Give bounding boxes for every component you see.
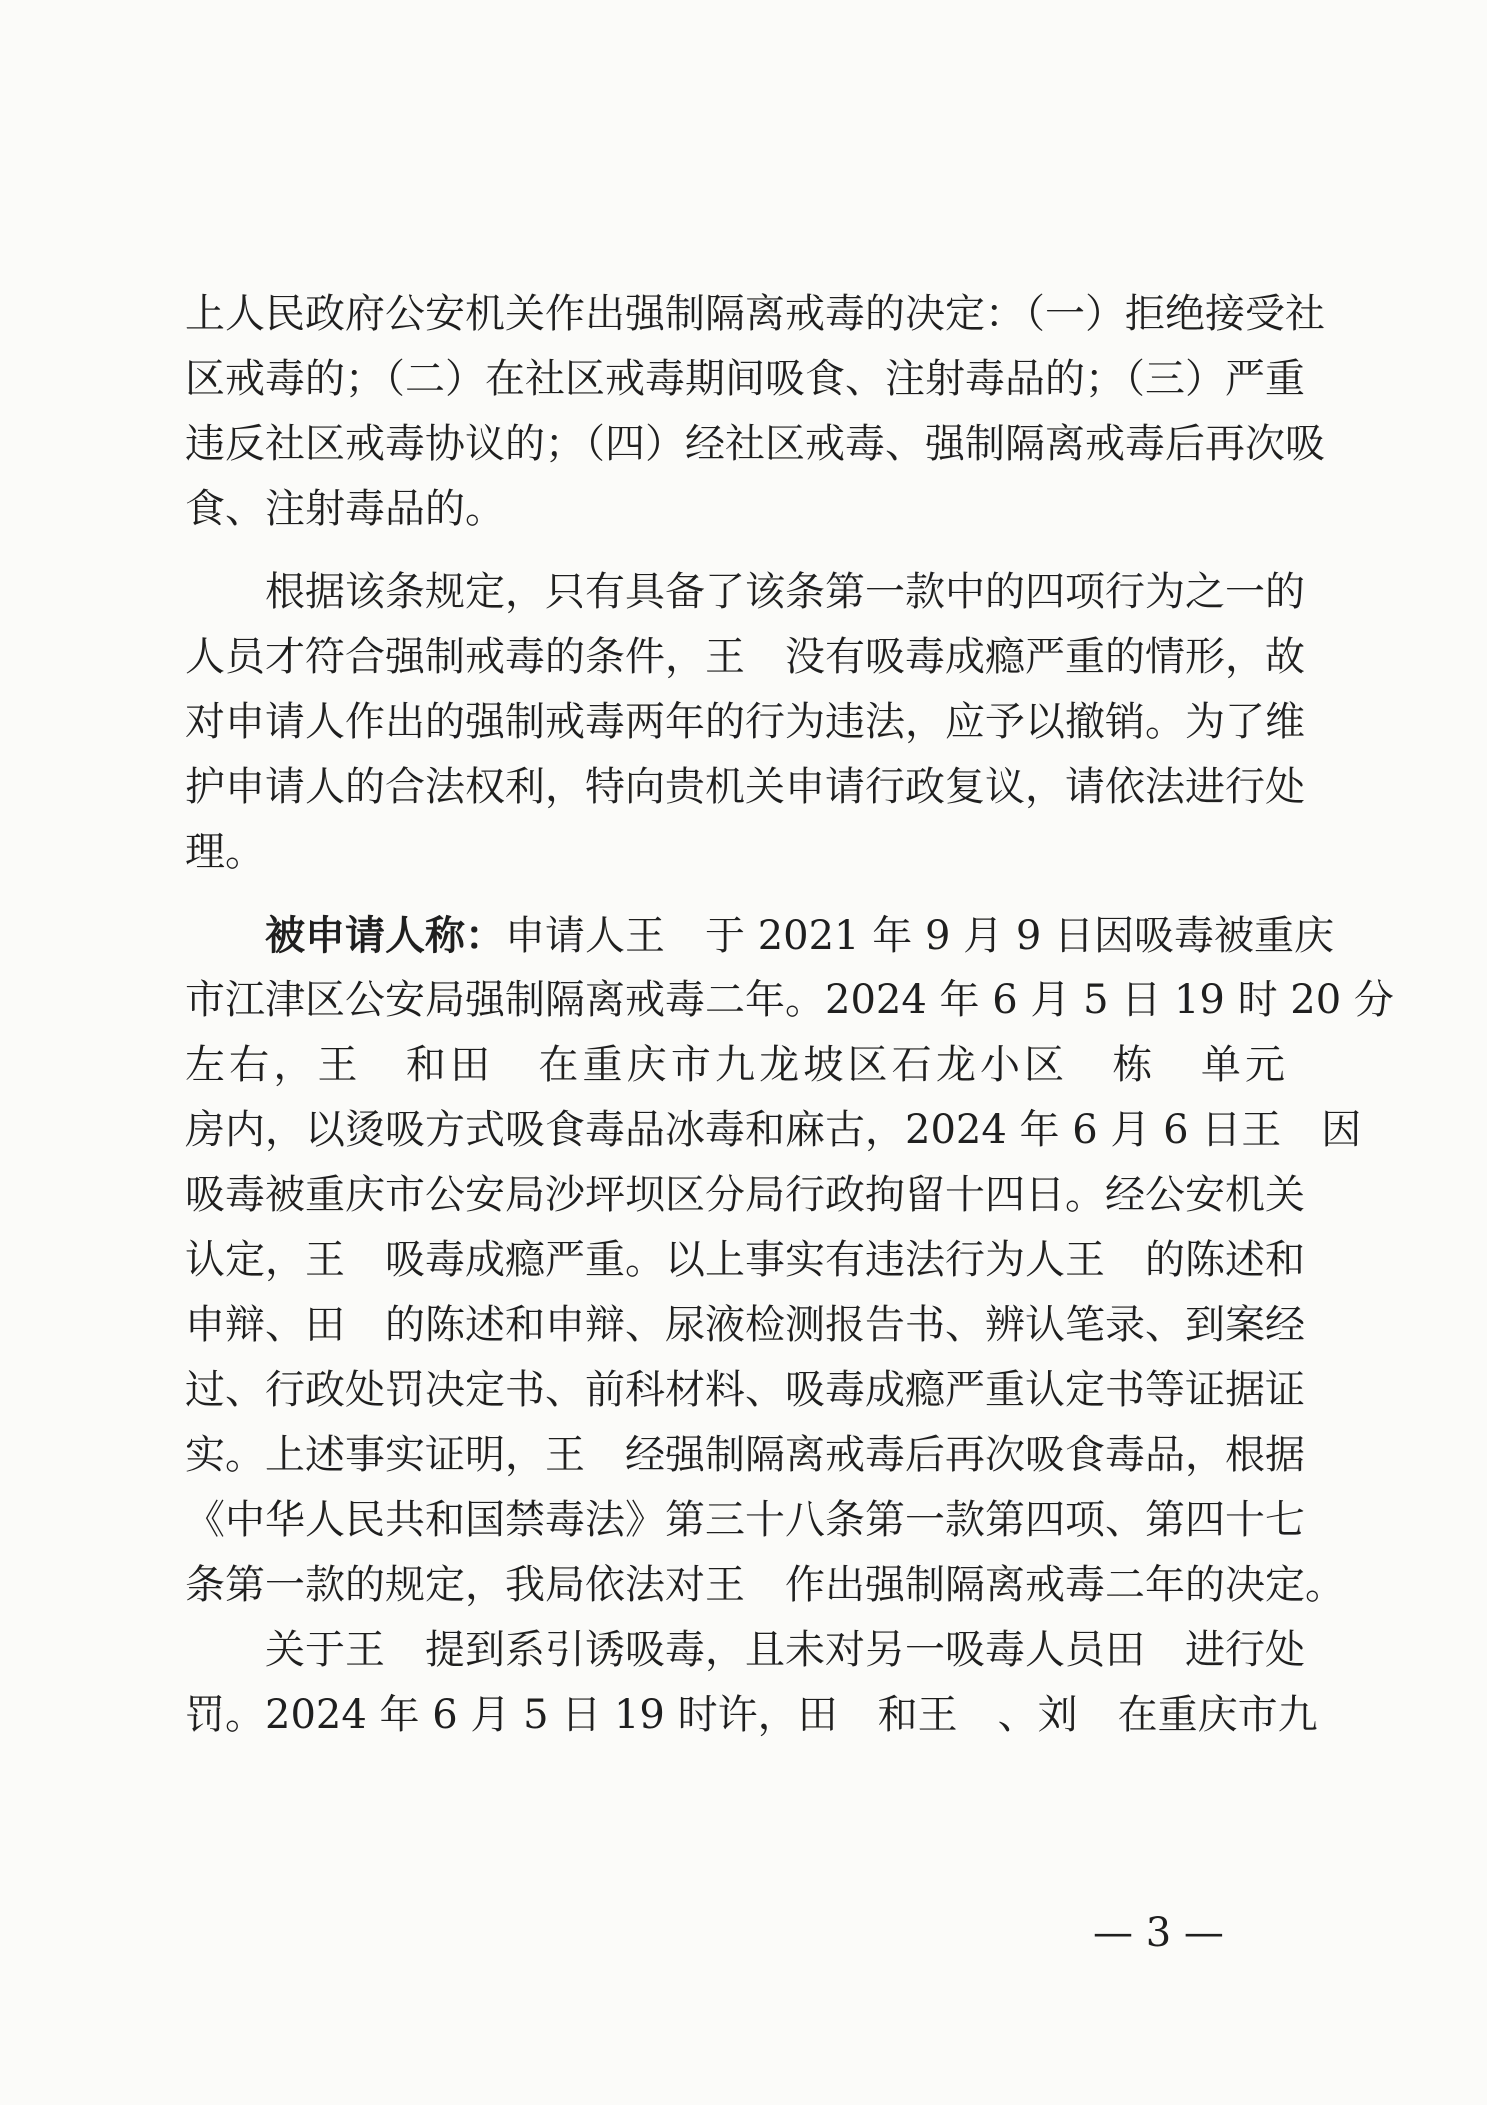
text-line: 区戒毒的；（二）在社区戒毒期间吸食、注射毒品的；（三）严重 <box>185 356 1305 402</box>
respondent-lead: 被申请人称： <box>265 912 505 959</box>
text-line <box>185 903 1334 968</box>
page-number: — 3 — <box>1093 1910 1224 1956</box>
text-line: 左右，王 和田 在重庆市九龙坡区石龙小区 栋 单元 <box>185 1042 1285 1088</box>
text-line: 房内，以烫吸方式吸食毒品冰毒和麻古，2024 年 6 月 6 日王 因 <box>185 1107 1362 1153</box>
text-line: 市江津区公安局强制隔离戒毒二年。2024 年 6 月 5 日 19 时 20 分 <box>185 977 1394 1023</box>
text-line: 认定，王 吸毒成瘾严重。以上事实有违法行为人王 的陈述和 <box>185 1237 1305 1283</box>
text-line: 食、注射毒品的。 <box>185 486 505 532</box>
text-line: 上人民政府公安机关作出强制隔离戒毒的决定：（一）拒绝接受社 <box>185 291 1325 337</box>
document-body <box>185 282 1394 1748</box>
text-line: 《中华人民共和国禁毒法》第三十八条第一款第四项、第四十七 <box>185 1497 1305 1543</box>
text-line: 人员才符合强制戒毒的条件，王 没有吸毒成瘾严重的情形，故 <box>185 634 1305 680</box>
text-line: 护申请人的合法权利，特向贵机关申请行政复议，请依法进行处 <box>185 764 1305 810</box>
text-line: 过、行政处罚决定书、前科材料、吸毒成瘾严重认定书等证据证 <box>185 1367 1305 1413</box>
text-line: 关于王 提到系引诱吸毒，且未对另一吸毒人员田 进行处 <box>185 1627 1305 1673</box>
text-line: 条第一款的规定，我局依法对王 作出强制隔离戒毒二年的决定。 <box>185 1562 1345 1608</box>
text-line: 对申请人作出的强制戒毒两年的行为违法，应予以撤销。为了维 <box>185 699 1305 745</box>
text-line: 申辩、田 的陈述和申辩、尿液检测报告书、辨认笔录、到案经 <box>185 1302 1305 1348</box>
text-line: 根据该条规定，只有具备了该条第一款中的四项行为之一的 <box>185 569 1305 615</box>
text-line: 实。上述事实证明，王 经强制隔离戒毒后再次吸食毒品，根据 <box>185 1432 1305 1478</box>
text-line: 吸毒被重庆市公安局沙坪坝区分局行政拘留十四日。经公安机关 <box>185 1172 1305 1218</box>
text-segment: 申请人王 于 2021 年 9 月 9 日因吸毒被重庆 <box>505 913 1334 959</box>
text-line: 理。 <box>185 829 265 875</box>
text-line: 罚。2024 年 6 月 5 日 19 时许，田 和王 、刘 在重庆市九 <box>185 1692 1318 1738</box>
text-line: 违反社区戒毒协议的；（四）经社区戒毒、强制隔离戒毒后再次吸 <box>185 421 1325 467</box>
